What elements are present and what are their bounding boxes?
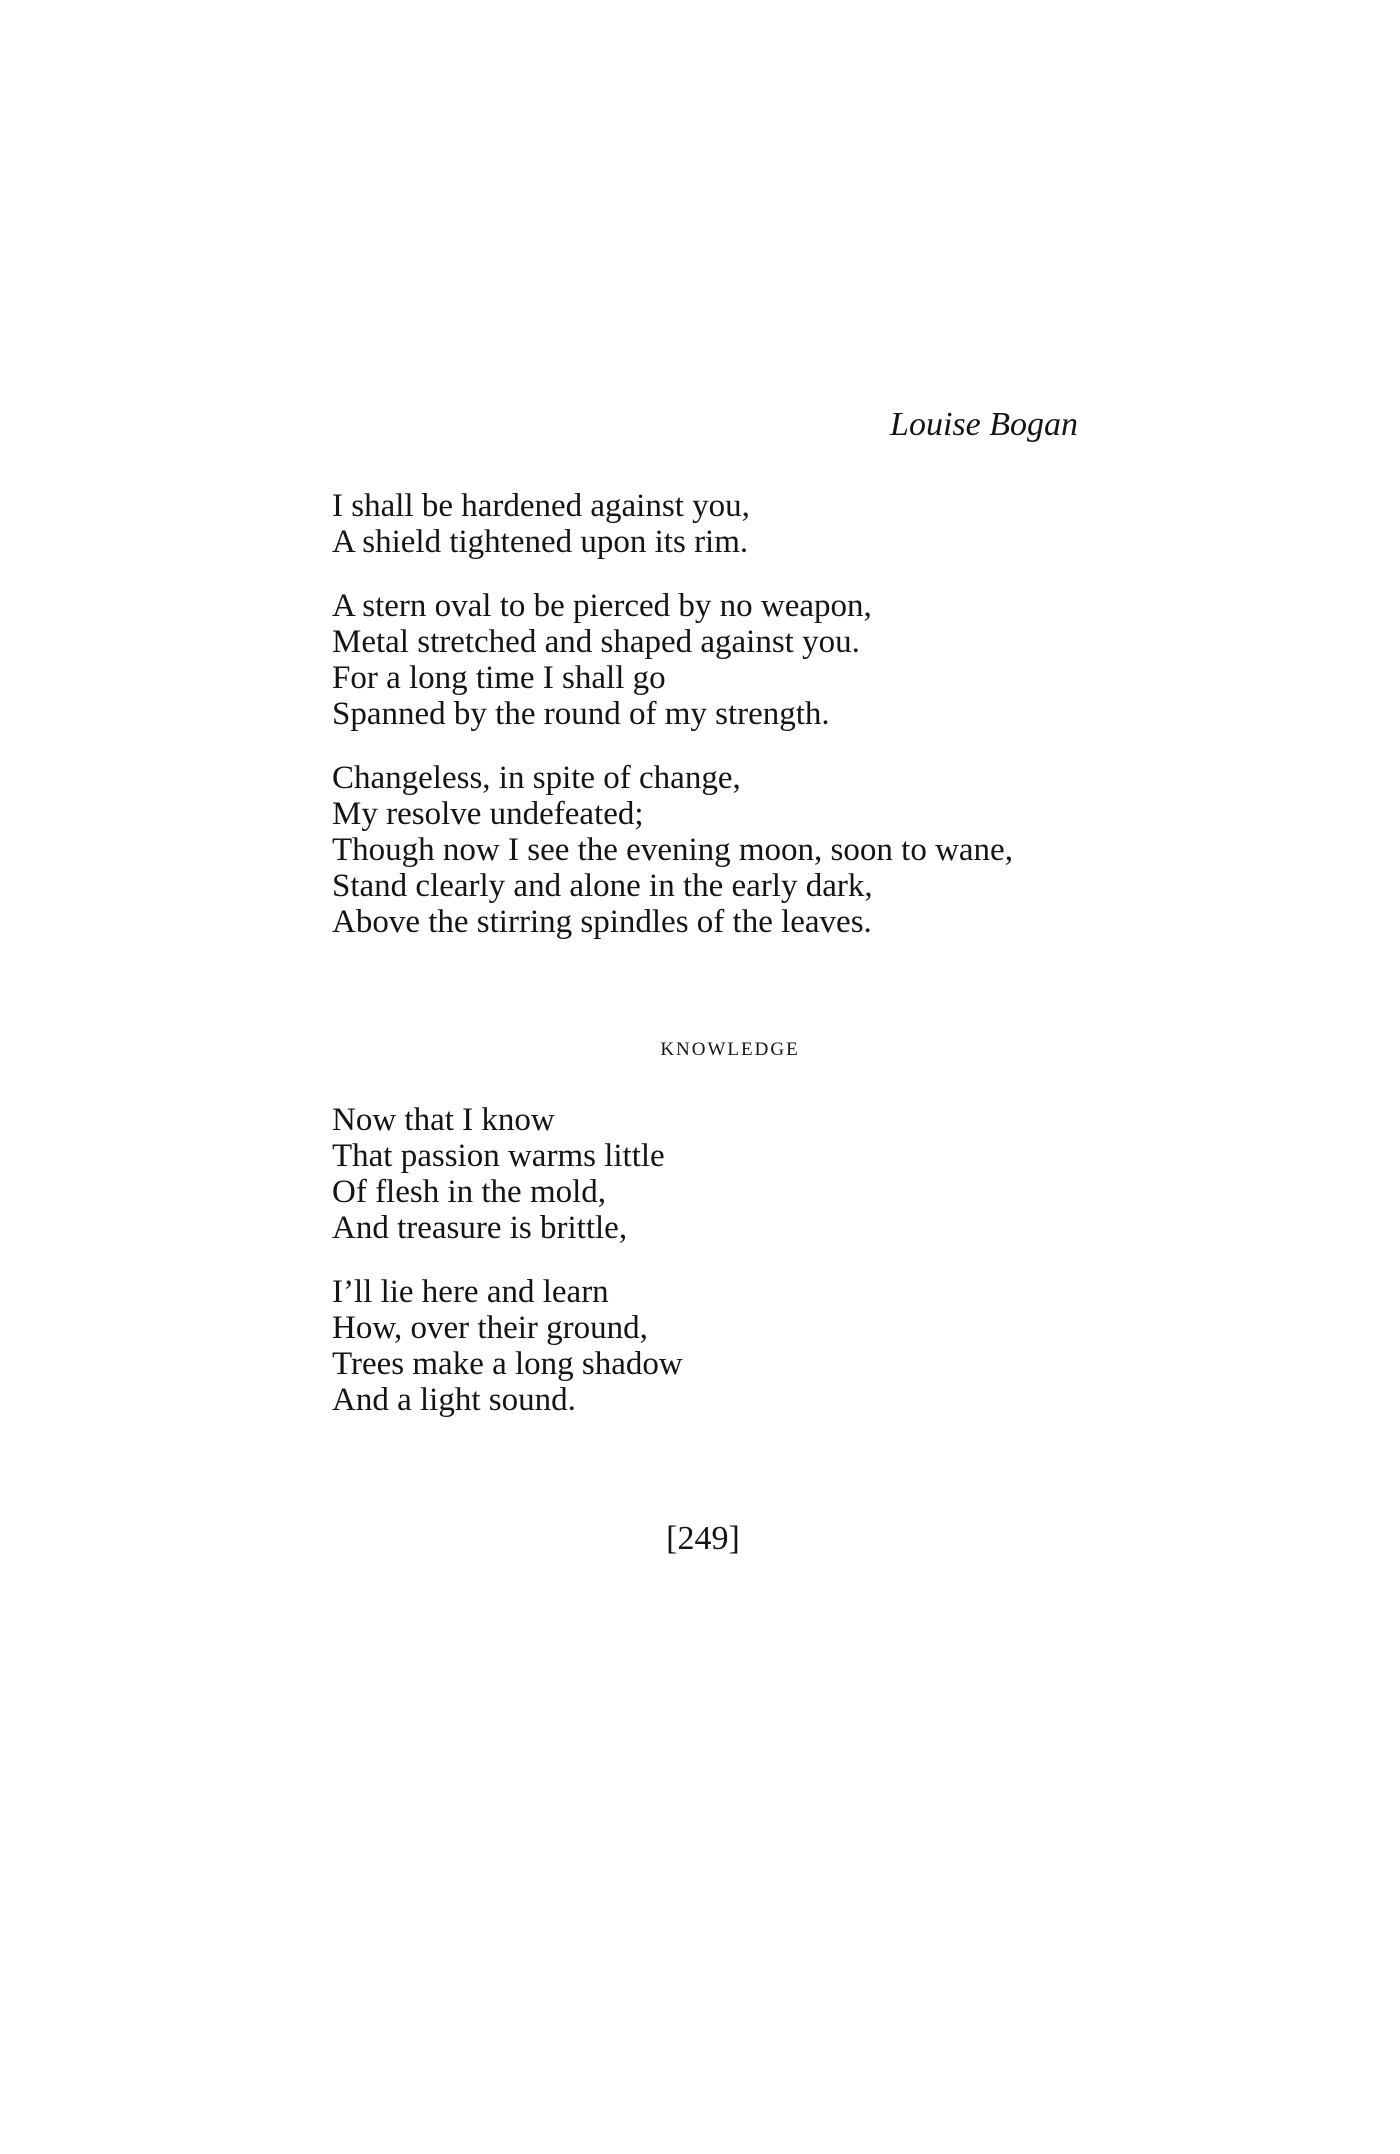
- poem-title: [0, 1040, 1400, 1059]
- poem-line: Stand clearly and alone in the early dark,: [332, 868, 873, 904]
- poem-line: A shield tightened upon its rim.: [332, 524, 749, 560]
- poem-line: That passion warms little: [332, 1138, 665, 1174]
- poem-line: Of flesh in the mold,: [332, 1174, 607, 1210]
- poem-line: Above the stirring spindles of the leaves.: [332, 904, 872, 940]
- poem-knowledge: [332, 1102, 1112, 1446]
- poem-title-text: KNOWLEDGE: [660, 1039, 800, 1060]
- poem-line: My resolve undefeated;: [332, 796, 644, 832]
- poem-line: Spanned by the round of my strength.: [332, 696, 830, 732]
- poem-line: Changeless, in spite of change,: [332, 760, 741, 796]
- poem-line: Metal stretched and shaped against you.: [332, 624, 860, 660]
- poem-line: Though now I see the evening moon, soon to wane,: [332, 832, 1013, 868]
- stanza: [332, 1274, 1112, 1418]
- poem-line: Trees make a long shadow: [332, 1346, 683, 1382]
- poem-line: I’ll lie here and learn: [332, 1274, 609, 1310]
- poem-line: And treasure is brittle,: [332, 1210, 628, 1246]
- poem-line: And a light sound.: [332, 1382, 576, 1418]
- poem-untitled: [332, 488, 1112, 968]
- poem-line: How, over their ground,: [332, 1310, 648, 1346]
- stanza: [332, 488, 1112, 560]
- poem-line: I shall be hardened against you,: [332, 488, 750, 524]
- stanza: [332, 588, 1112, 732]
- stanza: [332, 760, 1112, 940]
- poem-line: Now that I know: [332, 1102, 555, 1138]
- page-number: [0, 1522, 1400, 1556]
- author-name: Louise Bogan: [890, 406, 1078, 443]
- page-number-text: [249]: [666, 1520, 740, 1557]
- poem-line: For a long time I shall go: [332, 660, 666, 696]
- stanza: [332, 1102, 1112, 1246]
- poem-line: A stern oval to be pierced by no weapon,: [332, 588, 872, 624]
